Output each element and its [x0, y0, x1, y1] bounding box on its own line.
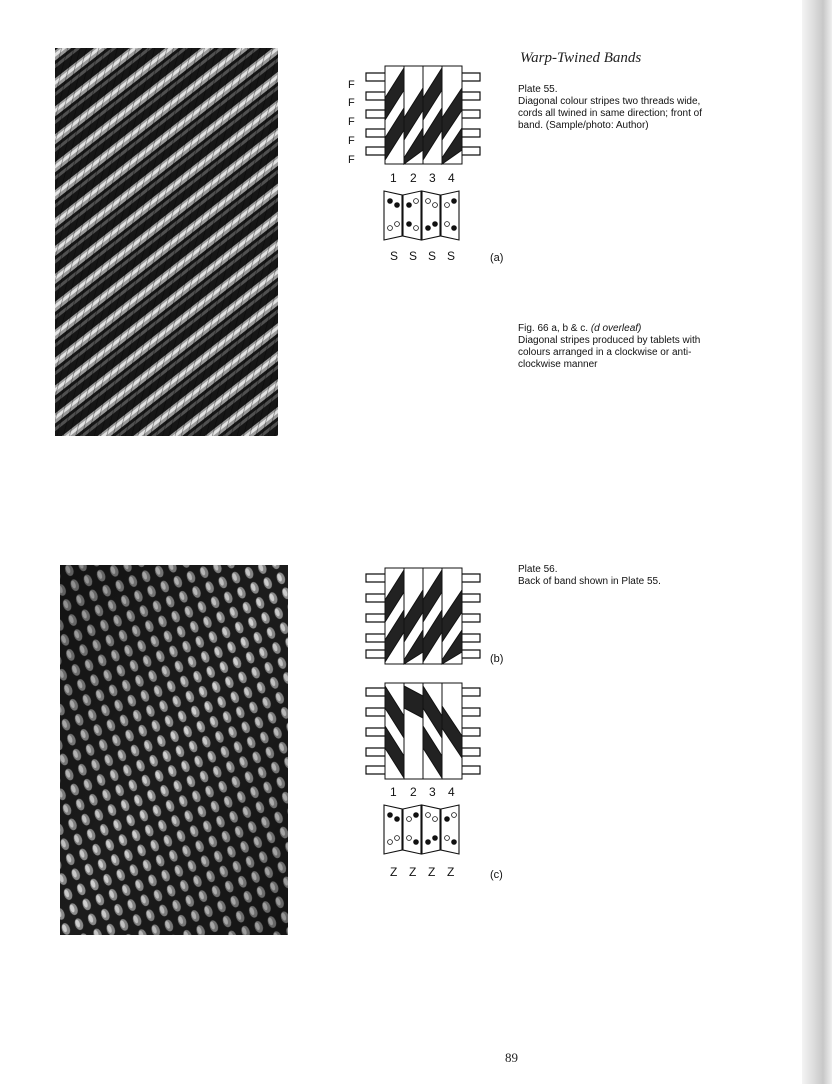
weft-loops-right [462, 688, 480, 774]
plate-56-photo [60, 565, 288, 935]
twist-direction: S [428, 249, 437, 263]
twist-direction: S [447, 249, 456, 263]
twist-direction: S [390, 249, 399, 263]
weft-loops-left [366, 688, 385, 774]
tablet-number: 1 [390, 785, 397, 799]
twist-direction: Z [447, 865, 455, 879]
twist-direction: Z [409, 865, 417, 879]
plate-55-text: Diagonal colour stripes two threads wide, cords all twined in same direction; front of band. (Sample/photo: Author) [518, 96, 702, 131]
page-edge [802, 0, 832, 1084]
tablet-number: 2 [410, 171, 417, 185]
diagram-a [340, 58, 520, 268]
twist-direction: Z [390, 865, 398, 879]
diagram-label: (a) [490, 252, 504, 264]
weft-loops-right [462, 73, 480, 155]
tablet-number: 4 [448, 785, 455, 799]
row-mark: F [348, 97, 355, 109]
diagram-label: (c) [490, 869, 503, 881]
diagram-c [340, 678, 520, 888]
twined-cords [385, 683, 462, 779]
plate-55-caption [518, 84, 723, 132]
tablets [384, 191, 459, 240]
tablets [384, 805, 459, 854]
plate-56-caption [518, 564, 718, 588]
row-mark: F [348, 135, 355, 147]
tablet-number: 3 [429, 785, 436, 799]
twined-cords [385, 66, 462, 164]
plate-56-text: Back of band shown in Plate 55. [518, 576, 661, 587]
weft-loops-left [366, 574, 385, 658]
row-mark: F [348, 116, 355, 128]
tablet-number: 1 [390, 171, 397, 185]
twist-direction: S [409, 249, 418, 263]
page-number: 89 [505, 1050, 518, 1065]
figure-66-text: Diagonal stripes produced by tablets with colours arranged in a clockwise or anti-clockwise manner [518, 335, 701, 370]
figure-66-title-prefix: Fig. 66 a, b & c. [518, 323, 591, 334]
running-title: Warp-Twined Bands [520, 50, 642, 66]
weft-loops-left [366, 73, 385, 155]
plate-55-photo [55, 48, 278, 436]
weft-loops-right [462, 574, 480, 658]
twist-direction: Z [428, 865, 436, 879]
figure-66-title-italic: (d overleaf) [590, 323, 642, 334]
diagram-label: (b) [490, 653, 504, 665]
figure-66-caption [518, 323, 718, 371]
tablet-number: 4 [448, 171, 455, 185]
tablet-number: 3 [429, 171, 436, 185]
tablet-number: 2 [410, 785, 417, 799]
row-mark: F [348, 79, 355, 91]
row-mark: F [348, 154, 355, 166]
plate-56-title: Plate 56. [518, 564, 558, 575]
twined-cords [385, 568, 462, 664]
plate-55-title: Plate 55. [518, 84, 558, 95]
diagram-b [340, 562, 520, 672]
